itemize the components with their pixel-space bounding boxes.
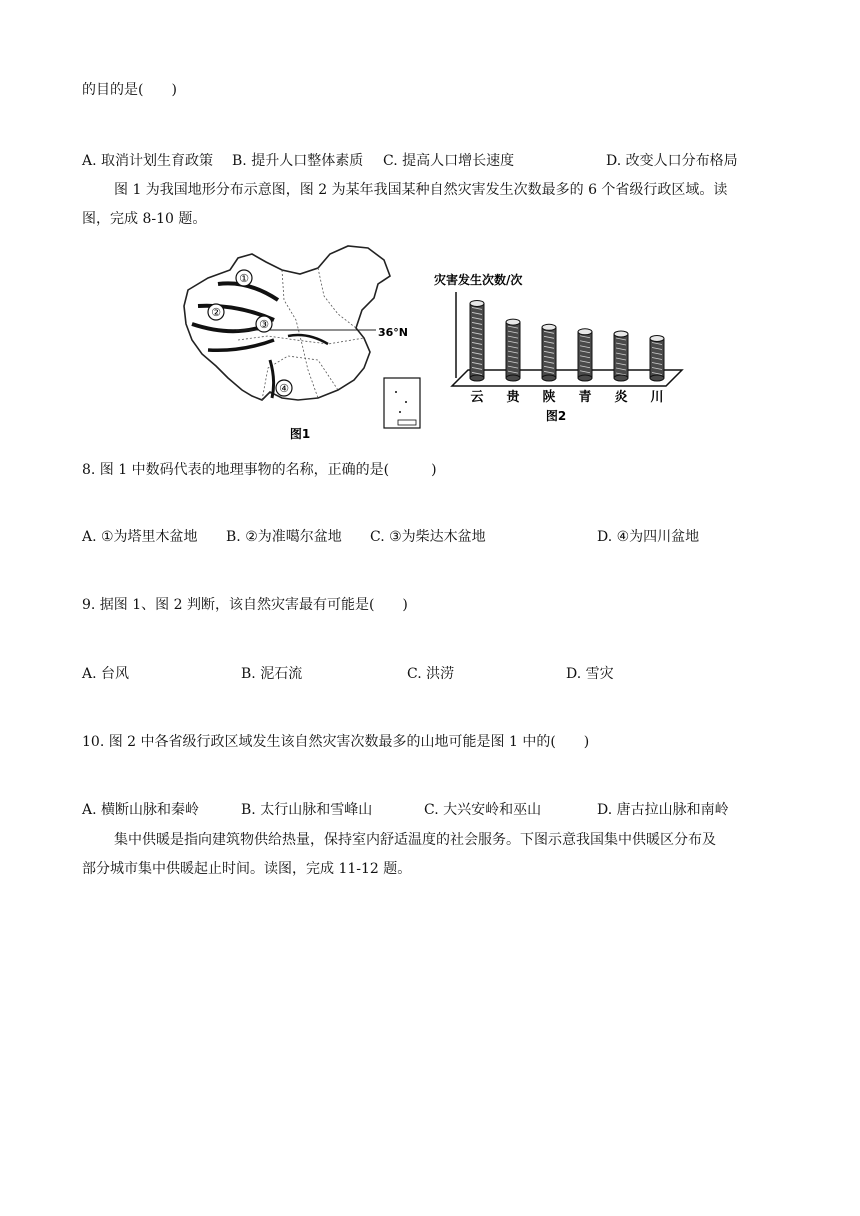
q10-stem: 10. 图 2 中各省级行政区域发生该自然灾害次数最多的山地可能是图 1 中的( ) <box>82 734 590 750</box>
q8-stem: 8. 图 1 中数码代表的地理事物的名称，正确的是( ) <box>82 462 437 478</box>
south-china-sea-inset <box>384 378 420 428</box>
figure1-terrain-map <box>178 240 424 446</box>
q9-option-c: C. 洪涝 <box>407 666 455 682</box>
svg-text:④: ④ <box>279 382 289 395</box>
svg-text:②: ② <box>211 306 221 319</box>
latitude-label: 36°N <box>378 326 409 339</box>
q10-option-d: D. 唐古拉山脉和南岭 <box>597 802 729 818</box>
bar-川 <box>650 335 664 381</box>
figure2-caption: 图2 <box>545 409 567 423</box>
marker-1 <box>236 270 252 286</box>
marker-2 <box>208 304 224 320</box>
q7-option-c: C. 提高人口增长速度 <box>383 153 515 169</box>
q9-stem: 9. 据图 1、图 2 判断，该自然灾害最有可能是( ) <box>82 597 408 613</box>
q9-option-a: A. 台风 <box>82 666 130 682</box>
q7-stem-tail: 的目的是( ) <box>82 82 177 98</box>
q7-option-b: B. 提升人口整体素质 <box>232 153 364 169</box>
q9-option-b: B. 泥石流 <box>241 666 303 682</box>
q7-option-a: A. 取消计划生育政策 <box>82 153 214 169</box>
chart-title: 灾害发生次数/次 <box>434 273 523 287</box>
category-label: 云 <box>470 390 484 405</box>
q9-option-d: D. 雪灾 <box>566 666 614 682</box>
svg-text:③: ③ <box>259 318 269 331</box>
q10-option-b: B. 太行山脉和雪峰山 <box>241 802 373 818</box>
intro-8-10-line1: 图 1 为我国地形分布示意图，图 2 为某年我国某种自然灾害发生次数最多的 6 个省级行政区域。读 <box>114 182 728 198</box>
marker-3 <box>256 316 272 332</box>
intro-11-12-line2: 部分城市集中供暖起止时间。读图，完成 11-12 题。 <box>82 861 412 877</box>
bar-贵 <box>506 319 520 381</box>
q8-option-d: D. ④为四川盆地 <box>597 529 700 545</box>
q7-option-d: D. 改变人口分布格局 <box>606 153 738 169</box>
svg-text:①: ① <box>239 272 249 285</box>
q8-option-a: A. ①为塔里木盆地 <box>82 529 198 545</box>
bar-云 <box>470 300 484 381</box>
q10-option-a: A. 横断山脉和秦岭 <box>82 802 200 818</box>
figure2-bar-chart <box>430 270 690 426</box>
category-label: 川 <box>650 390 664 405</box>
q8-option-c: C. ③为柴达木盆地 <box>370 529 486 545</box>
bar-青 <box>578 329 592 381</box>
marker-4 <box>276 380 292 396</box>
q8-option-b: B. ②为准噶尔盆地 <box>226 529 342 545</box>
category-label: 贵 <box>506 390 520 405</box>
bar-炎 <box>614 331 628 381</box>
q10-option-c: C. 大兴安岭和巫山 <box>424 802 542 818</box>
bar-陕 <box>542 324 556 381</box>
category-label: 青 <box>578 390 592 405</box>
chart-floor <box>452 370 682 386</box>
figure1-caption: 图1 <box>289 427 311 441</box>
intro-8-10-line2: 图，完成 8-10 题。 <box>82 211 207 227</box>
category-label: 炎 <box>614 390 628 405</box>
category-label: 陕 <box>542 390 556 405</box>
intro-11-12-line1: 集中供暖是指向建筑物供给热量，保持室内舒适温度的社会服务。下图示意我国集中供暖区分布及 <box>114 832 716 848</box>
